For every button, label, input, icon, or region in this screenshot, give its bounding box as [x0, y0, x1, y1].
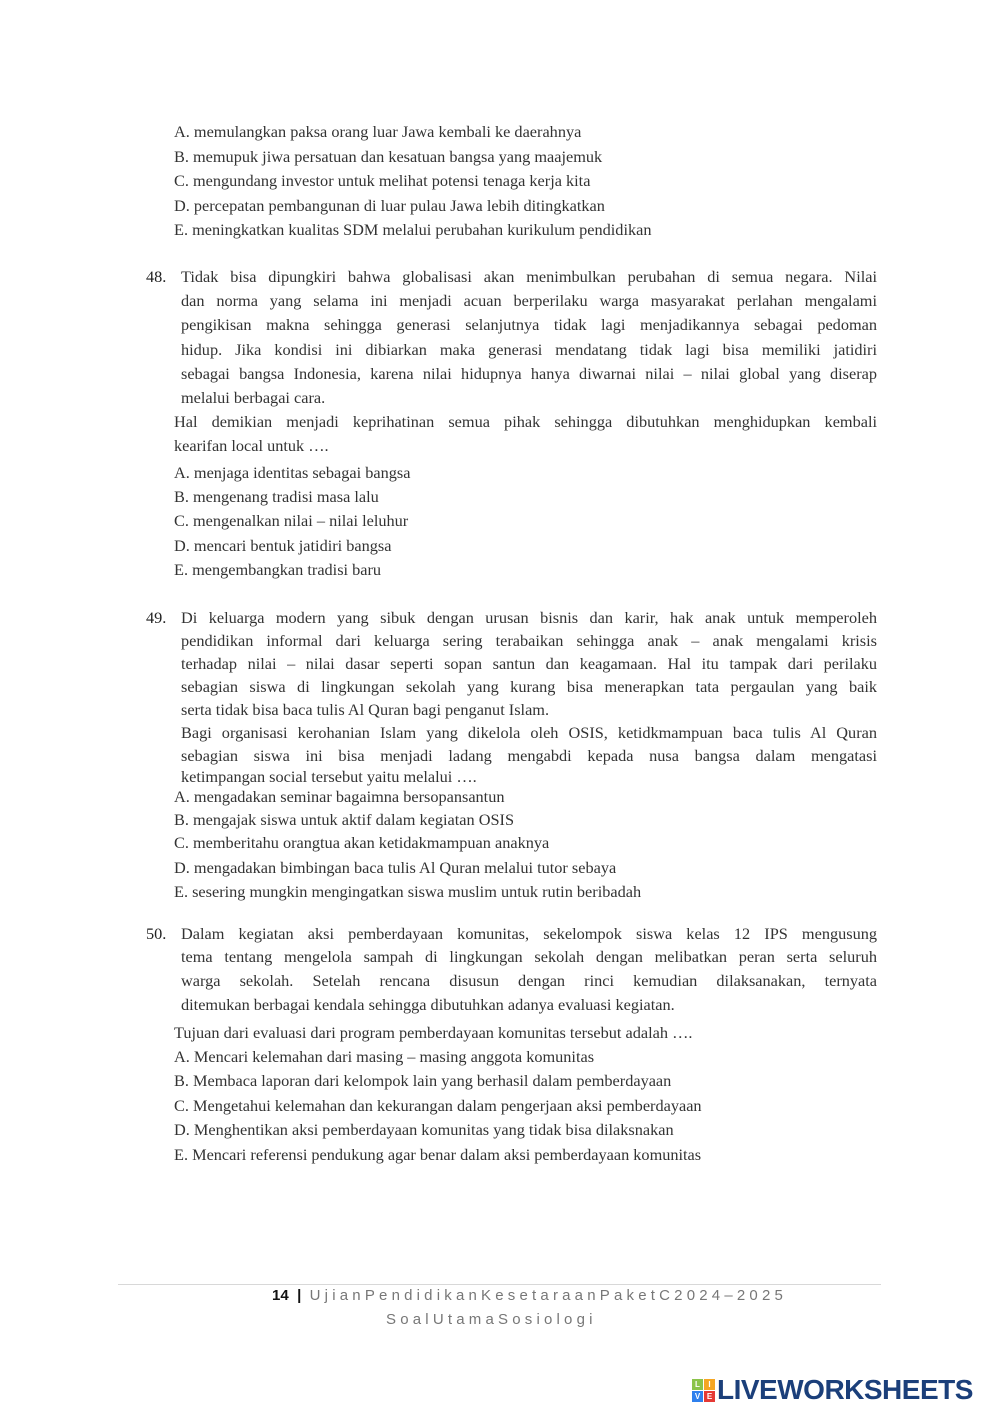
answer-option-d: D. percepatan pembangunan di luar pulau Jawa lebih ditingkatkan — [174, 196, 605, 215]
answer-option-b: B. memupuk jiwa persatuan dan kesatuan bangsa yang maajemuk — [174, 147, 603, 166]
question-number: 50. — [146, 924, 167, 943]
page-number: 14 — [272, 1287, 289, 1304]
logo-tile: V — [692, 1391, 703, 1402]
answer-option-a: A. menjaga identitas sebagai bangsa — [174, 463, 411, 482]
logo-tile: L — [692, 1379, 703, 1390]
footer-subtitle: SoalUtamaSosiologi — [386, 1311, 597, 1328]
answer-option-e: E. meningkatkan kualitas SDM melalui perubahan kurikulum pendidikan — [174, 220, 652, 239]
answer-option-b: B. Membaca laporan dari kelompok lain yang berhasil dalam pemberdayaan — [174, 1071, 672, 1090]
question-prompt-line: Tujuan dari evaluasi dari program pemberdayaan komunitas tersebut adalah …. — [174, 1023, 693, 1042]
question-text-line: Di keluarga modern yang sibuk dengan urusan bisnis dan karir, hak anak untuk memperoleh — [181, 608, 877, 627]
answer-option-e: E. sesering mungkin mengingatkan siswa muslim untuk rutin beribadah — [174, 882, 642, 901]
question-text-line: melalui berbagai cara. — [181, 388, 326, 407]
liveworksheets-logo — [692, 1374, 973, 1406]
answer-option-b: B. mengajak siswa untuk aktif dalam kegiatan OSIS — [174, 810, 515, 829]
question-text-line: serta tidak bisa baca tulis Al Quran bagi penganut Islam. — [181, 700, 550, 719]
answer-option-b: B. mengenang tradisi masa lalu — [174, 487, 379, 506]
question-prompt-line: kearifan local untuk …. — [174, 436, 329, 455]
question-number: 49. — [146, 608, 167, 627]
answer-option-a: A. memulangkan paksa orang luar Jawa kembali ke daerahnya — [174, 122, 582, 141]
question-text-line: Dalam kegiatan aksi pemberdayaan komunitas, sekelompok siswa kelas 12 IPS mengusung — [181, 924, 877, 943]
footer-divider — [118, 1284, 881, 1285]
question-text-line: dan norma yang selama ini menjadi acuan berperilaku warga masyarakat perlahan mengalami — [181, 291, 877, 310]
footer-line-1 — [272, 1287, 787, 1304]
answer-option-e: E. mengembangkan tradisi baru — [174, 560, 382, 579]
question-text-line: hidup. Jika kondisi ini dibiarkan maka generasi mendatang tidak lagi bisa memiliki jatidiri — [181, 340, 877, 359]
answer-option-c: C. Mengetahui kelemahan dan kekurangan dalam pengerjaan aksi pemberdayaan — [174, 1096, 702, 1115]
question-text-line: warga sekolah. Setelah rencana disusun dengan rinci kemudian dilaksanakan, ternyata — [181, 971, 877, 990]
answer-option-a: A. Mencari kelemahan dari masing – masing anggota komunitas — [174, 1047, 595, 1066]
question-text-line: tema tentang mengelola sampah di lingkungan sekolah dengan melibatkan peran serta seluruh — [181, 947, 877, 966]
question-text-line: sebagai bangsa Indonesia, karena nilai hidupnya hanya diwarnai nilai – nilai global yang diserap — [181, 364, 877, 383]
answer-option-e: E. Mencari referensi pendukung agar benar dalam aksi pemberdayaan komunitas — [174, 1145, 702, 1164]
logo-tile: I — [704, 1379, 715, 1390]
answer-option-d: D. mencari bentuk jatidiri bangsa — [174, 536, 392, 555]
answer-option-c: C. mengundang investor untuk melihat potensi tenaga kerja kita — [174, 171, 591, 190]
logo-text: LIVEWORKSHEETS — [717, 1374, 973, 1405]
question-prompt-line: sebagian siswa ini bisa menjadi ladang mengabdi kepada nusa bangsa dalam mengatasi — [181, 746, 877, 765]
question-prompt-line: ketimpangan social tersebut yaitu melalui …. — [181, 767, 477, 786]
answer-option-c: C. mengenalkan nilai – nilai leluhur — [174, 511, 409, 530]
question-text-line: ditemukan berbagai kendala sehingga dibutuhkan adanya evaluasi kegiatan. — [181, 995, 675, 1014]
answer-option-c: C. memberitahu orangtua akan ketidakmampuan anaknya — [174, 833, 550, 852]
footer-separator: | — [297, 1287, 302, 1304]
footer-title: UjianPendidikanKesetaraanPaketC2024–2025 — [309, 1287, 788, 1304]
question-text-line: sebagian siswa di lingkungan sekolah yang kurang bisa menerapkan tata pergaulan yang baik — [181, 677, 877, 696]
question-number: 48. — [146, 267, 167, 286]
logo-tile: E — [704, 1391, 715, 1402]
question-text-line: pendidikan informal dari keluarga sering terabaikan sehingga anak – anak mengalami krisis — [181, 631, 877, 650]
logo-tiles-icon — [692, 1379, 715, 1402]
answer-option-d: D. Menghentikan aksi pemberdayaan komunitas yang tidak bisa dilaksnakan — [174, 1120, 674, 1139]
question-prompt-line: Bagi organisasi kerohanian Islam yang dikelola oleh OSIS, ketidkmampuan baca tulis Al Quran — [181, 723, 877, 742]
question-text-line: pengikisan makna sehingga generasi selanjutnya tidak lagi menjadikannya sebagai pedoman — [181, 315, 877, 334]
question-text-line: Tidak bisa dipungkiri bahwa globalisasi akan menimbulkan perubahan di semua negara. Nilai — [181, 267, 877, 286]
answer-option-a: A. mengadakan seminar bagaimna bersopansantun — [174, 787, 505, 806]
answer-option-d: D. mengadakan bimbingan baca tulis Al Quran melalui tutor sebaya — [174, 858, 617, 877]
question-prompt-line: Hal demikian menjadi keprihatinan semua pihak sehingga dibutuhkan menghidupkan kembali — [174, 412, 877, 431]
question-text-line: terhadap nilai – nilai dasar seperti sopan santun dan keagamaan. Hal itu tampak dari perilaku — [181, 654, 877, 673]
